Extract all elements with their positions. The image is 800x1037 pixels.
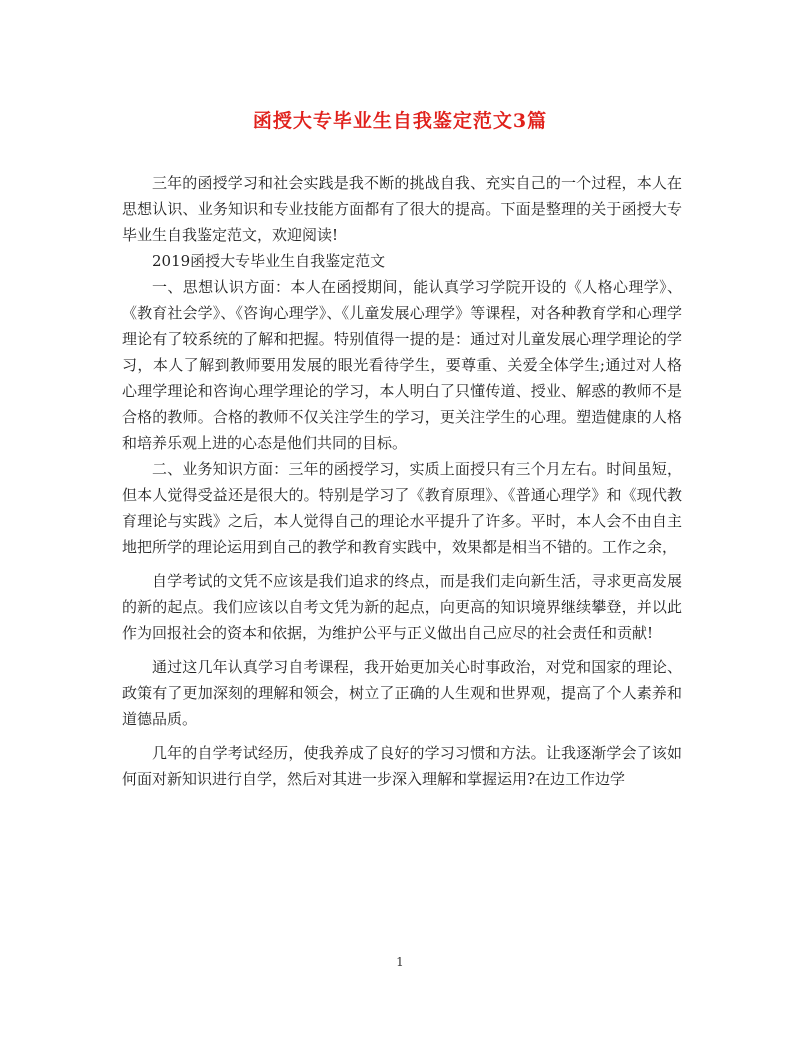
paragraph-self-study-diploma: 自学考试的文凭不应该是我们追求的终点，而是我们走向新生活，寻求更高发展的新的起点。我们应该以自考文凭为新的起点，向更高的知识境界继续攀登，并以此作为回报社会的资本和依据，为维护公平与正义做出自己应尽的社会责任和贡献!: [122, 572, 682, 642]
intro-paragraph: 三年的函授学习和社会实践是我不断的挑战自我、充实自己的一个过程，本人在思想认识、业务知识和专业技能方面都有了很大的提高。下面是整理的关于函授大专毕业生自我鉴定范文，欢迎阅读!: [122, 174, 682, 244]
page-number: 1: [396, 955, 404, 969]
section-heading: 2019函授大专毕业生自我鉴定范文: [152, 252, 386, 270]
paragraph-study-habits: 几年的自学考试经历，使我养成了良好的学习习惯和方法。让我逐渐学会了该如何面对新知识进行自学，然后对其进一步深入理解和掌握运用?在边工作边学: [122, 744, 682, 788]
document-title: 函授大专毕业生自我鉴定范文3篇: [252, 110, 548, 132]
paragraph-ideology: 一、思想认识方面：本人在函授期间，能认真学习学院开设的《人格心理学》、《教育社会学》、《咨询心理学》、《儿童发展心理学》等课程，对各种教育学和心理学理论有了较系统的了解和把握。特别值得一提的是：通过对儿童发展心理学理论的学习，本人了解到教师要用发展的眼光看待学生，要尊重、关爱全体学生;通过对人格心理学理论和咨询心理学理论的学习，本人明白了只懂传道、授业、解惑的教师不是合格的教师。合格的教师不仅关注学生的学习，更关注学生的心理。塑造健康的人格和培养乐观上进的心态是他们共同的目标。: [122, 278, 682, 452]
paragraph-professional-knowledge: 二、业务知识方面：三年的函授学习，实质上面授只有三个月左右。时间虽短，但本人觉得受益还是很大的。特别是学习了《教育原理》、《普通心理学》和《现代教育理论与实践》之后，本人觉得自己的理论水平提升了许多。平时，本人会不由自主地把所学的理论运用到自己的教学和教育实践中，效果都是相当不错的。工作之余，: [122, 460, 682, 556]
document-body: [122, 170, 682, 792]
paragraph-politics: 通过这几年认真学习自考课程，我开始更加关心时事政治，对党和国家的理论、政策有了更加深刻的理解和领会，树立了正确的人生观和世界观，提高了个人素养和道德品质。: [122, 658, 682, 728]
